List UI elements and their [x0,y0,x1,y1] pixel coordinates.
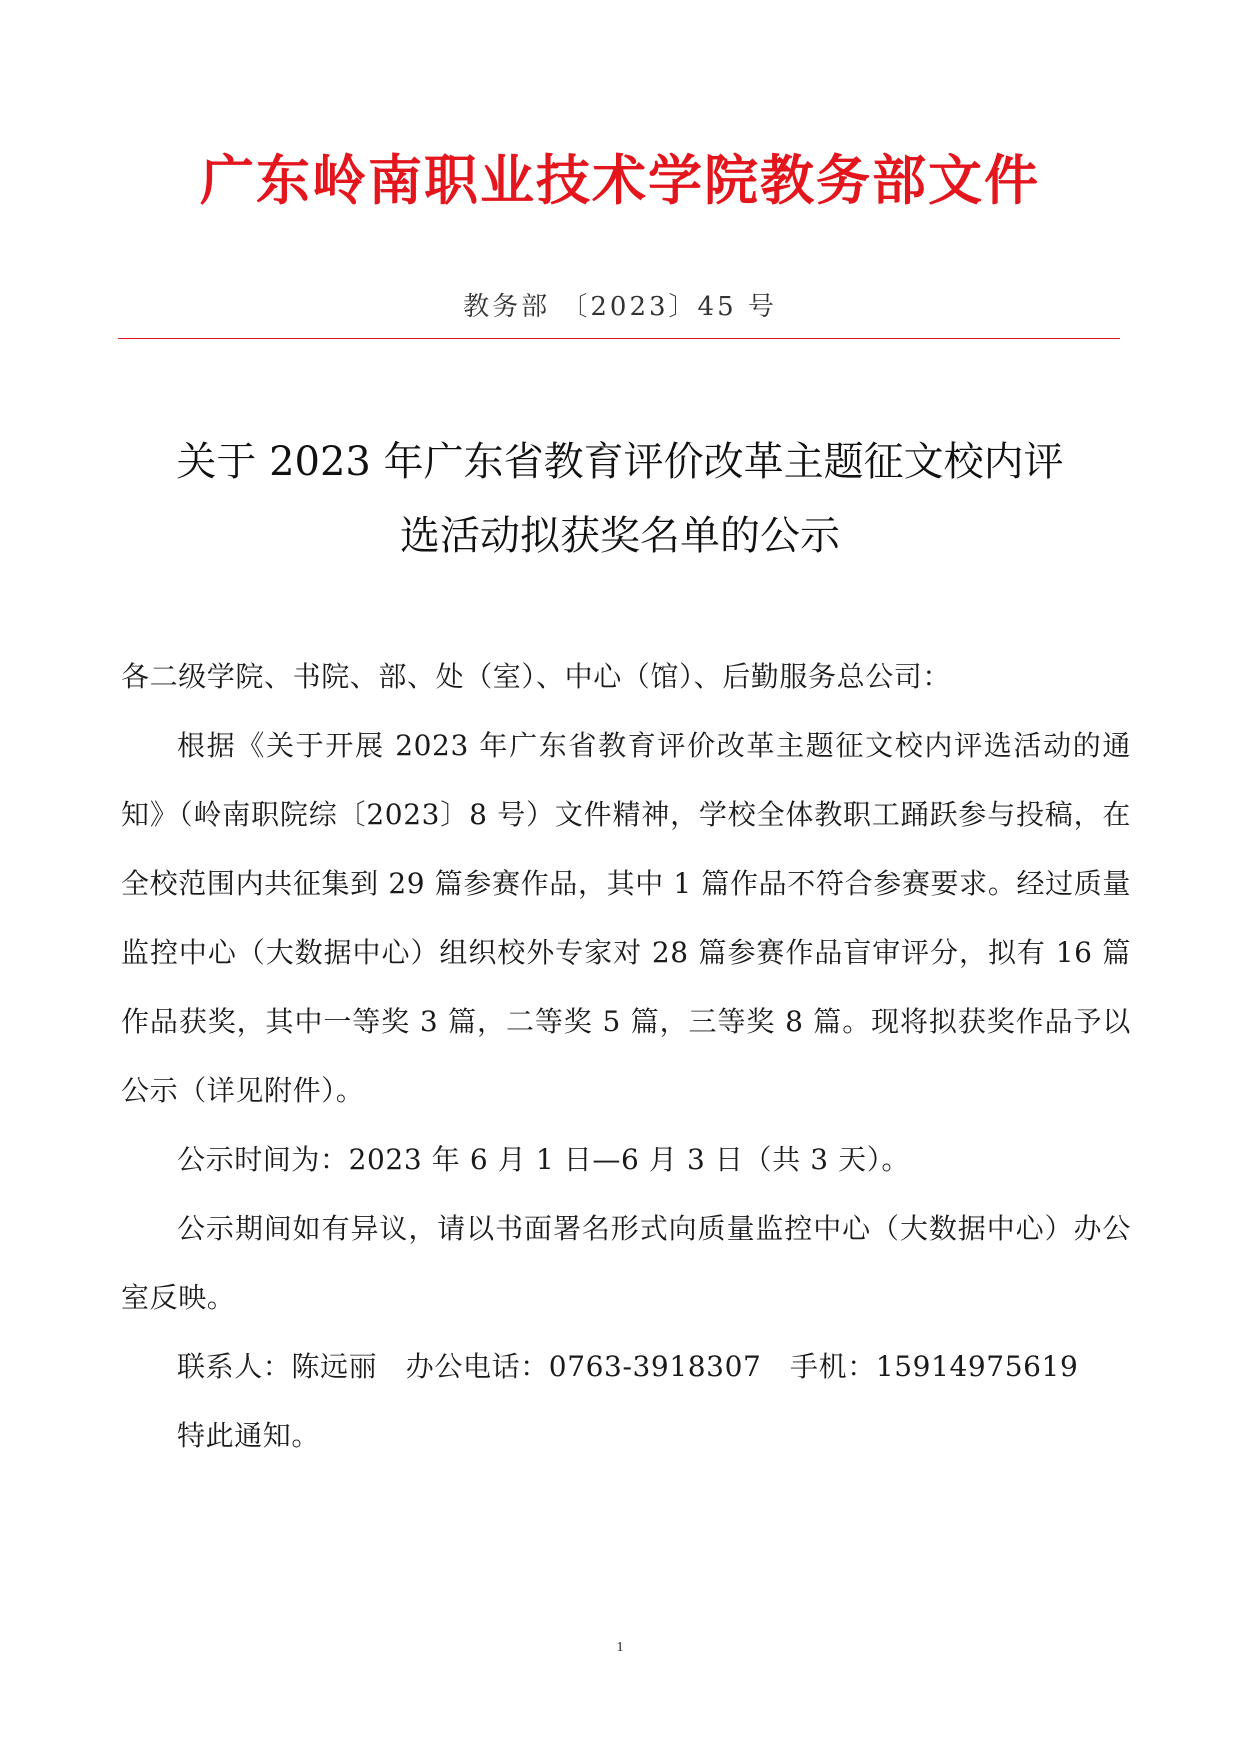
page-number: 1 [616,1640,624,1655]
body-paragraph-objection: 公示期间如有异议，请以书面署名形式向质量监控中心（大数据中心）办公室反映。 [121,1212,1131,1314]
notice-body [121,642,1131,1470]
contact-line: 联系人：陈远丽 办公电话：0763-3918307 手机：15914975619 [177,1350,1079,1383]
body-paragraph-main: 根据《关于开展 2023 年广东省教育评价改革主题征文校内评选活动的通知》（岭南职院综〔2023〕8 号）文件精神，学校全体教职工踊跃参与投稿，在全校范围内共征集到 29 篇参赛作品，其中 1 篇作品不符合参赛要求。经过质量监控中心（大数据中心）组织校外专家对 28 篇参赛作品盲审评分，拟有 16 篇作品获奖，其中一等奖 3 篇，二等奖 5 篇，三等奖 8 篇。现将拟获奖作品予以公示（详见附件）。 [121,729,1131,1107]
notice-title-line-2: 选活动拟获奖名单的公示 [400,513,840,559]
document-header-title: 广东岭南职业技术学院教务部文件 [200,148,1040,212]
closing-line: 特此通知。 [177,1419,321,1452]
notice-title [100,425,1140,573]
body-paragraph-period: 公示时间为：2023 年 6 月 1 日—6 月 3 日（共 3 天）。 [177,1143,910,1176]
notice-title-line-1: 关于 2023 年广东省教育评价改革主题征文校内评 [176,439,1064,485]
salutation: 各二级学院、书院、部、处（室）、中心（馆）、后勤服务总公司： [121,660,952,693]
document-number: 教务部 〔2023〕45 号 [463,292,777,322]
header-divider [118,338,1120,339]
